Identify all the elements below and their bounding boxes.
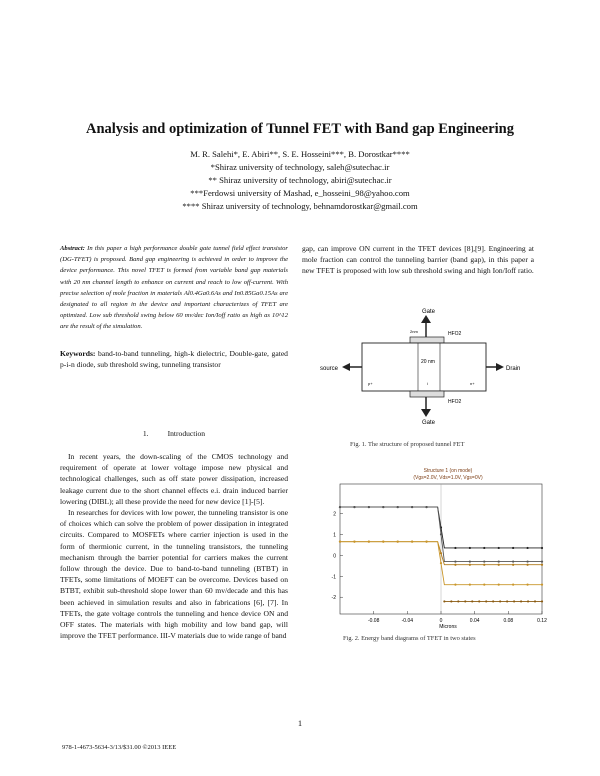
series-marker [440, 533, 442, 535]
series-marker [353, 541, 355, 543]
intro-paragraph-1: In recent years, the down-scaling of the CMOS technology and requirement of operate at lower voltage impose new physical and technological challenges, such as off state power dissipation, increased leakage current due to the short channel effects e.i. drain induced barrier lowering (DIBL); all these provide the need for new device [1]-[5]. [60, 452, 288, 506]
device-body [362, 343, 486, 391]
keywords [60, 348, 288, 370]
series-marker [541, 560, 543, 562]
series-marker [512, 584, 514, 586]
series-marker [541, 547, 543, 549]
series-marker [411, 506, 413, 508]
fig2-caption: Fig. 2. Energy band diagrams of TFET in two states [343, 635, 476, 642]
x-tick-label: 0 [439, 618, 443, 624]
series-marker [425, 541, 427, 543]
x-tick-label: 0.04 [469, 618, 480, 624]
page-number: 1 [297, 718, 303, 728]
abstract-text: In this paper a high performance double gate tunnel field effect transistor (DG-TFET) is proposed. Band gap engineering is achieved in order to improve the device performance. This novel TFET is formed from variable band gap materials with 20 nm channel length to enhance on current and reach to low off-current. With precise selection of mole fraction in materials Al0.4Ga0.6As and In0.85Ga0.15As are designated to all region in the device and important characterizes of TFET are optimized. Low sub threshold swing below 60 mv/dec Ion/Ioff ratio as high as 10^12 are the result of the simulation. [60, 245, 288, 331]
series-marker [541, 564, 543, 566]
abstract-label: Abstract: [60, 245, 85, 252]
gate-top-arrowhead [421, 315, 431, 323]
copyright-footer: 978-1-4673-5634-3/13/$31.00 ©2013 IEEE [62, 744, 177, 751]
series-marker [353, 506, 355, 508]
series-marker [454, 560, 456, 562]
chart-title: Structure 1 (on mode) [423, 468, 473, 474]
series-marker [541, 584, 543, 586]
section-number: 1. [142, 429, 149, 438]
fig1-caption: Fig. 1. The structure of proposed tunnel FET [350, 441, 465, 448]
series-marker [440, 552, 442, 554]
section-title: Introduction [167, 429, 206, 438]
affiliation-3: ***Ferdowsi university of Mashad, e_hosseini_98@yahoo.com [190, 188, 410, 198]
series-marker [520, 600, 522, 602]
chart-subtitle: (Vgs=2.0V, Vds=1.0V, Vgs=0V) [413, 475, 483, 481]
series-marker [454, 547, 456, 549]
chart-xlabel: Microns [439, 624, 457, 630]
series-marker [527, 600, 529, 602]
gate-bottom-label: Gate [422, 420, 436, 426]
series-marker [339, 541, 341, 543]
paper-title: Analysis and optimization of Tunnel FET with Band gap Engineering [85, 121, 514, 137]
affiliation-4: **** Shiraz university of technology, behnamdorostkar@gmail.com [182, 201, 418, 211]
x-tick-label: -0.04 [401, 618, 414, 624]
keywords-label: Keywords: [60, 349, 96, 358]
series-marker [513, 600, 515, 602]
fig1-structure [320, 305, 530, 426]
series-marker [440, 562, 442, 564]
region-n-label: n+ [470, 381, 475, 386]
series-marker [485, 600, 487, 602]
series-marker [498, 547, 500, 549]
chart-plot-area [332, 484, 548, 624]
oxide-thickness-label: 2nm [410, 329, 418, 334]
series-marker [471, 600, 473, 602]
affiliation-2: ** Shiraz university of technology, abiri@sutechac.ir [208, 175, 392, 185]
gate-top-label: Gate [422, 309, 436, 315]
series-marker [526, 560, 528, 562]
x-tick-label: 0.08 [503, 618, 514, 624]
series-marker [506, 600, 508, 602]
y-tick-label: 0 [333, 553, 336, 560]
series-marker [397, 541, 399, 543]
series-marker [397, 506, 399, 508]
series-marker [411, 541, 413, 543]
series-marker [443, 600, 445, 602]
series-marker [526, 547, 528, 549]
abstract [60, 243, 288, 333]
y-tick-label: 1 [333, 532, 336, 539]
gate-bottom-arrowhead [421, 409, 431, 417]
series-marker [454, 584, 456, 586]
series-marker [512, 564, 514, 566]
series-marker [450, 600, 452, 602]
intro-paragraph-2: In researches for devices with low power, the tunneling transistor is one of choices which can solve the problem of power dissipation in integrated circuits. Compared to MOSFETs where carrier injection is used in the form of thermionic current, in the tunneling transistors, the tunneling mechanism through the barrier potential for carriers makes the current follow through the device. Due to band-to-band tunneling (BTBT) in TFETs, some limitations of MOEFT can be overcome. Devices based on BTBT, exhibit sub-threshold slope lower than 60 mv/decade and this has been achieved in simulation results and also in fabrications [6], [7]. In TFETs, the gate voltage controls the tunneling and hence device ON and OFF states. The materials with high mobility and low band gap, will improve the TFET performance. III-V materials due to wide range of band [60, 508, 288, 641]
source-label: source [320, 366, 339, 372]
series-marker [483, 547, 485, 549]
series-marker [534, 600, 536, 602]
series-marker [469, 584, 471, 586]
region-i-label: i [427, 381, 428, 386]
oxide-top-label: HFO2 [448, 331, 462, 337]
series-marker [492, 600, 494, 602]
section-heading [60, 429, 288, 438]
series-marker [499, 600, 501, 602]
series-marker [512, 547, 514, 549]
series-marker [541, 600, 543, 602]
series-marker [382, 541, 384, 543]
series-marker [498, 564, 500, 566]
keywords-text: band-to-band tunneling, high-k dielectric, Double-gate, gated p-i-n diode, sub threshold swing, tunneling transistor [60, 349, 288, 369]
series-marker [483, 584, 485, 586]
series-marker [368, 506, 370, 508]
series-marker [464, 600, 466, 602]
series-marker [339, 506, 341, 508]
series-marker [454, 564, 456, 566]
source-arrowhead [342, 363, 350, 371]
series-marker [512, 560, 514, 562]
drain-label: Drain [506, 366, 521, 372]
series-marker [526, 564, 528, 566]
oxide-bottom-label: HFO2 [448, 399, 462, 405]
series-marker [368, 541, 370, 543]
x-tick-label: -0.08 [367, 618, 380, 624]
series-marker [469, 560, 471, 562]
series-marker [483, 560, 485, 562]
series-marker [457, 600, 459, 602]
series-marker [498, 584, 500, 586]
series-marker [425, 506, 427, 508]
channel-length-label: 20 nm [421, 359, 435, 365]
series-marker [526, 584, 528, 586]
y-tick-label: -2 [331, 595, 336, 602]
series-marker [469, 564, 471, 566]
author-block [0, 148, 600, 213]
intro-body [60, 451, 288, 641]
y-tick-label: 2 [333, 511, 336, 518]
x-tick-label: 0.12 [537, 618, 547, 624]
affiliation-1: *Shiraz university of technology, saleh@sutechac.ir [210, 162, 390, 172]
drain-arrowhead [496, 363, 504, 371]
series-marker [382, 506, 384, 508]
y-tick-label: -1 [331, 574, 336, 581]
oxide-bottom [410, 391, 444, 397]
author-names: M. R. Salehi*, E. Abiri**, S. E. Hosseini***, B. Dorostkar**** [190, 149, 410, 159]
oxide-top [410, 337, 444, 343]
series-marker [498, 560, 500, 562]
series-marker [478, 600, 480, 602]
series-marker [483, 564, 485, 566]
region-p-label: p+ [368, 381, 373, 386]
series-marker [469, 547, 471, 549]
right-column-text: gap, can improve ON current in the TFET devices [8],[9]. Engineering at mole fraction can control the tunneling barrier (band gap), in this paper a new TFET is proposed with low sub threshold swing and high Ion/Ioff ratio. [302, 244, 534, 276]
fig2-chart [318, 464, 548, 630]
